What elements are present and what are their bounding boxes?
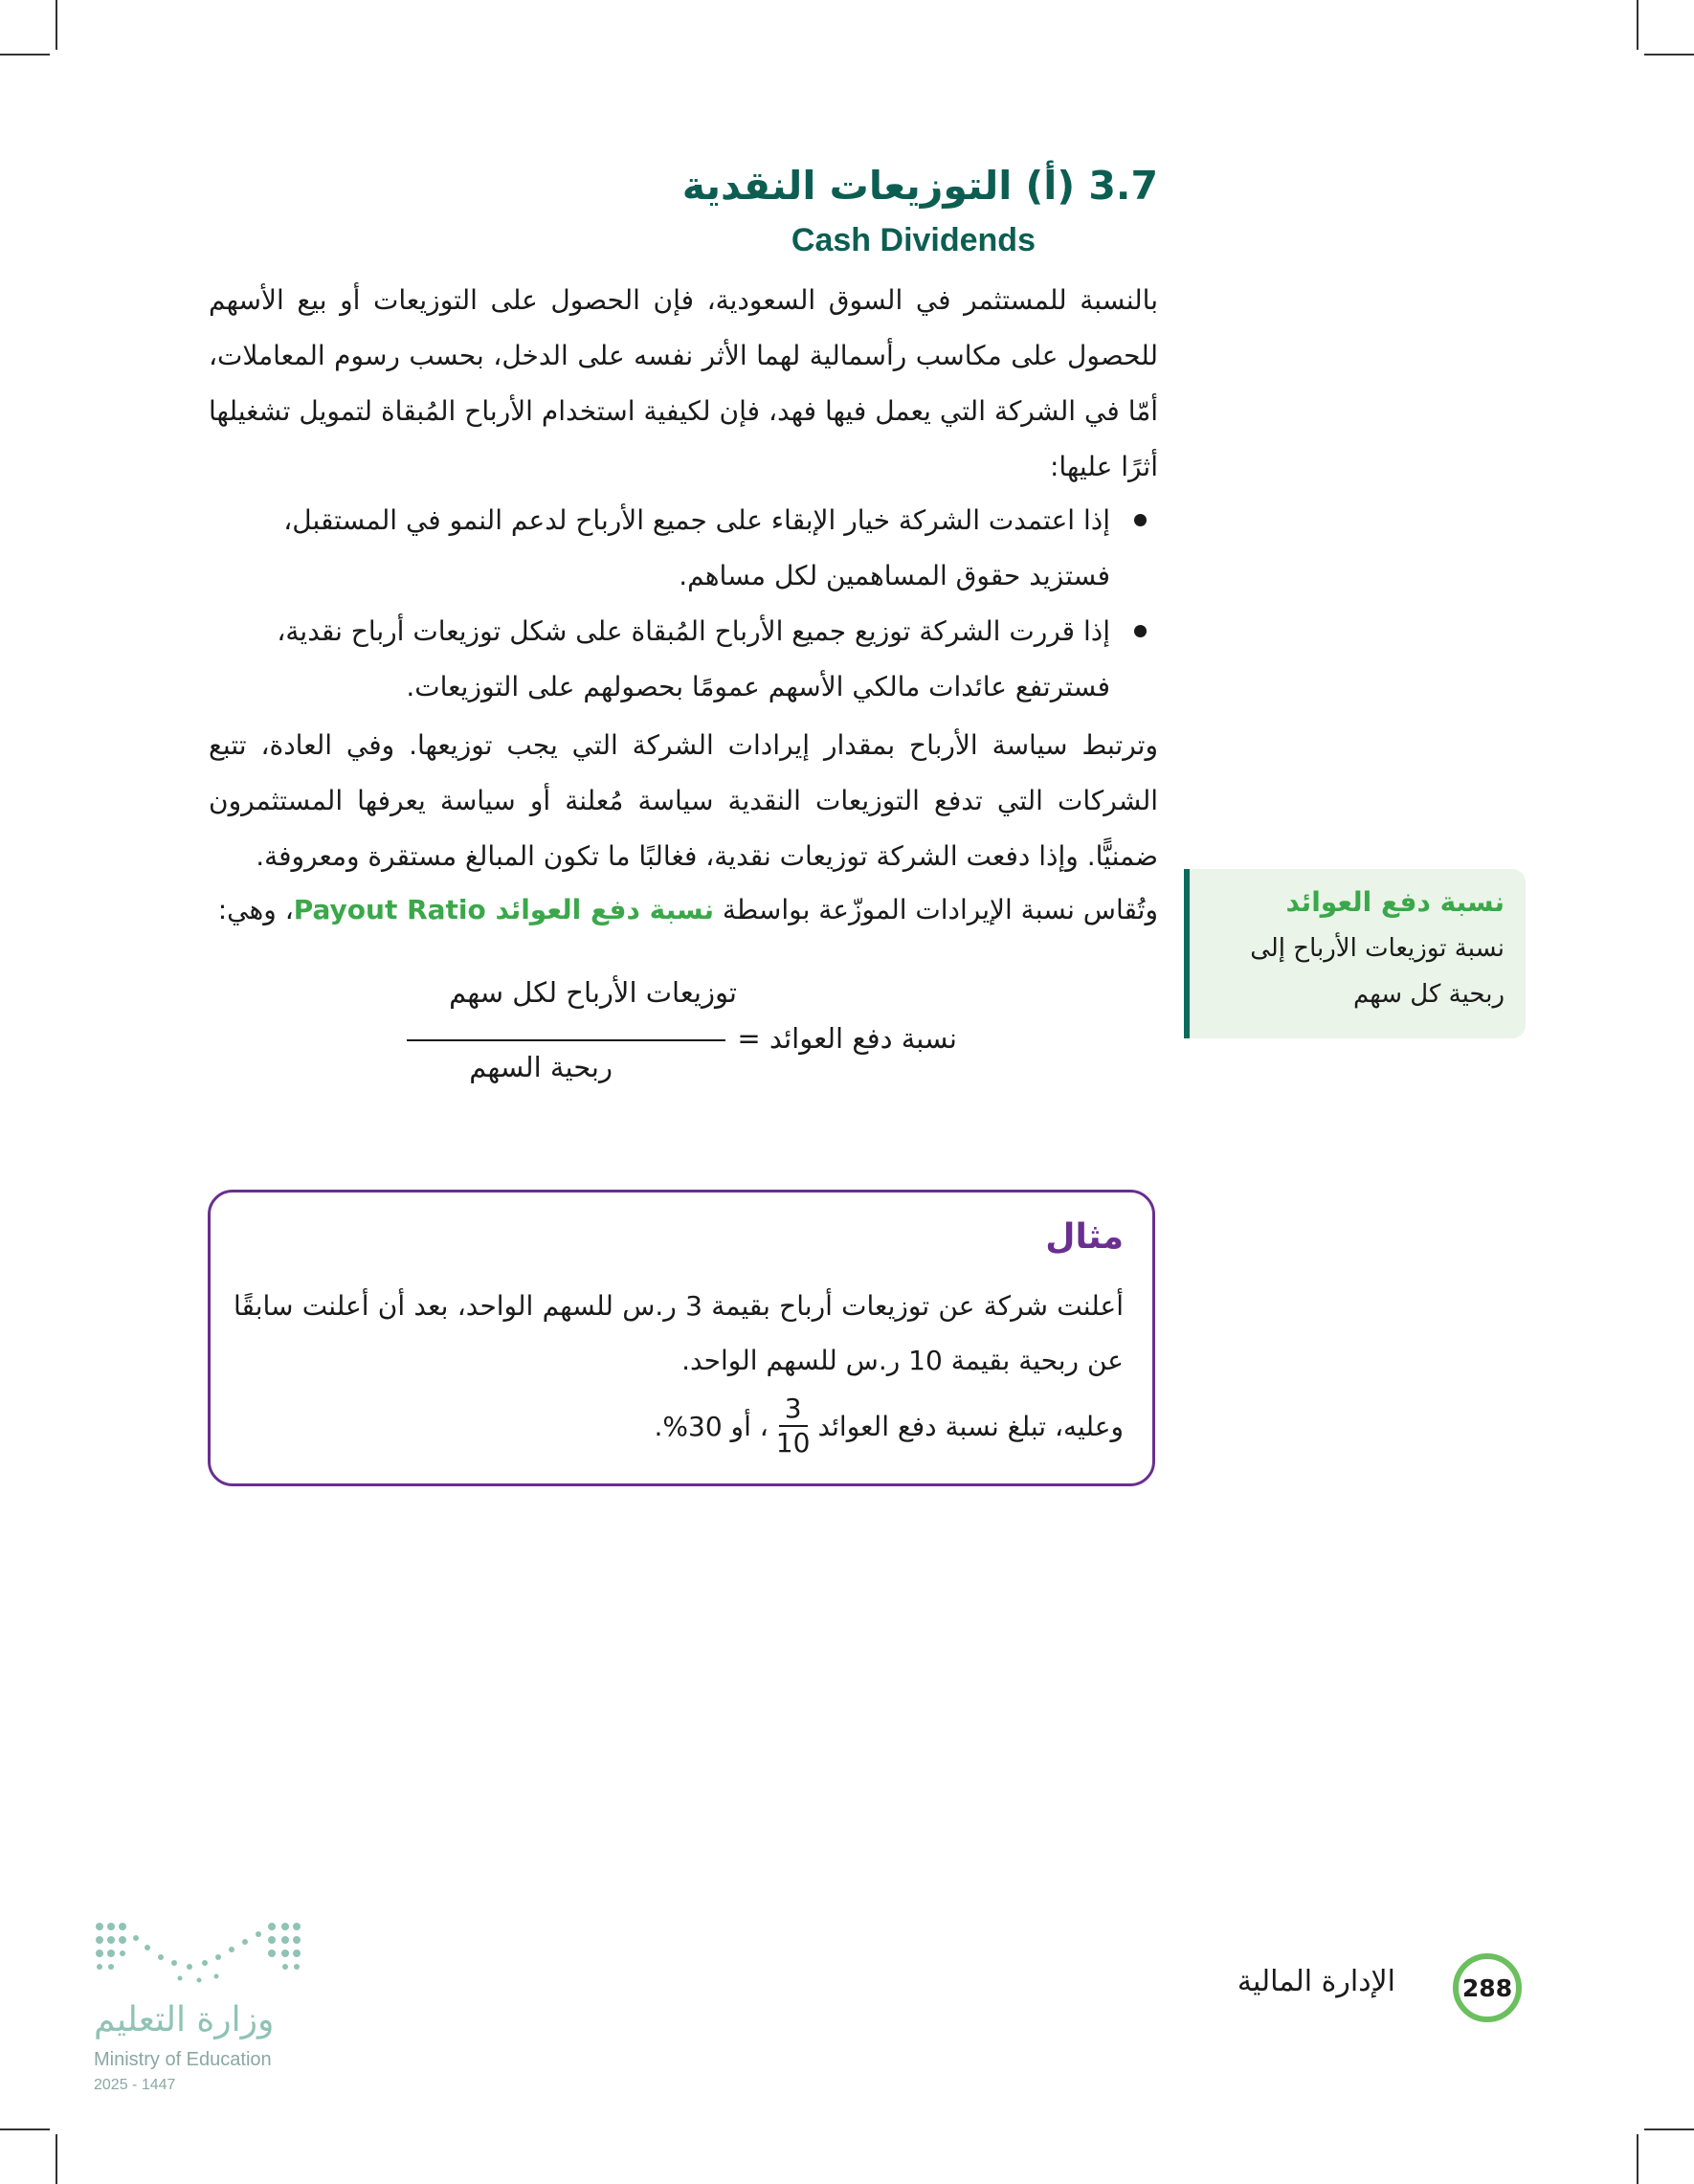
definition-sidebar [1184, 869, 1526, 1038]
example-result-after: ، أو 30%. [654, 1410, 769, 1442]
sidebar-text: نسبة توزيعات الأرباح إلى ربحية كل سهم [1250, 934, 1505, 1009]
sidebar-title: نسبة دفع العوائد [1285, 886, 1505, 918]
bullet-item: إذا اعتمدت الشركة خيار الإبقاء على جميع الأرباح لدعم النمو في المستقبل، فستزيد حقوق المساهمين لكل مساهم. [201, 493, 1158, 604]
example-title: مثال [1045, 1217, 1124, 1257]
crop-mark [1644, 2128, 1694, 2130]
section-heading: 3.7 (أ) التوزيعات النقدية [681, 163, 1158, 209]
payout-ratio-term: نسبة دفع العوائد Payout Ratio [293, 894, 715, 925]
crop-mark [0, 54, 50, 56]
example-text: أعلنت شركة عن توزيعات أرباح بقيمة 3 ر.س للسهم الواحد، بعد أن أعلنت سابقًا عن ربحية بقيمة 10 ر.س للسهم الواحد. [234, 1290, 1125, 1376]
bullet-item: إذا قررت الشركة توزيع جميع الأرباح المُبقاة على شكل توزيعات أرباح نقدية، فسترتفع عائدات مالكي الأسهم عمومًا بحصولهم على التوزيعات. [201, 604, 1158, 715]
book-title: الإدارة المالية [1237, 1965, 1395, 1998]
crop-mark [0, 2128, 50, 2130]
paragraph-policy: وترتبط سياسة الأرباح بمقدار إيرادات الشركة التي يجب توزيعها. وفي العادة، تتبع الشركات التي تدفع التوزيعات النقدية سياسة مُعلنة أو سياسة يعرفها المستثمرون ضمنيًّا. وإذا دفعت الشركة توزيعات نقدية، فغالبًا ما تكون المبالغ مستقرة ومعروفة. [209, 729, 1158, 872]
crop-mark [56, 0, 57, 50]
ministry-logo-icon [94, 1919, 304, 1991]
fraction-denominator: 10 [775, 1427, 811, 1459]
ministry-name-english: Ministry of Education [94, 2049, 272, 2070]
paragraph-intro: بالنسبة للمستثمر في السوق السعودية، فإن الحصول على التوزيعات أو بيع الأسهم للحصول على مكاسب رأسمالية لهما الأثر نفسه على الدخل، بحسب رسوم المعاملات، أمّا في الشركة التي يعمل فيها فهد، فإن لكيفية استخدام الأرباح المُبقاة لتمويل تشغيلها أثرًا عليها: [209, 284, 1158, 482]
crop-mark [1637, 2134, 1638, 2184]
example-result-before: وعليه، تبلغ نسبة دفع العوائد [817, 1410, 1124, 1442]
crop-mark [1637, 0, 1638, 50]
formula-label: نسبة دفع العوائد = [737, 1022, 957, 1055]
example-fraction [776, 1393, 811, 1460]
bullet-list [201, 493, 1158, 715]
formula-denominator: ربحية السهم [469, 1051, 613, 1083]
section-subheading: Cash Dividends [791, 222, 1036, 258]
payout-text-before: وتُقاس نسبة الإيرادات الموزّعة بواسطة [714, 894, 1158, 925]
fraction-numerator: 3 [779, 1393, 808, 1427]
crop-mark [56, 2134, 57, 2184]
ministry-name-arabic: وزارة التعليم [94, 2000, 275, 2039]
paragraph-payout [209, 882, 1158, 938]
ministry-year: 2025 - 1447 [94, 2077, 176, 2093]
formula-fraction-bar [407, 1039, 725, 1041]
payout-text-after: ، وهي: [217, 894, 294, 925]
formula-numerator: توزيعات الأرباح لكل سهم [449, 976, 737, 1009]
crop-mark [1644, 54, 1694, 56]
page-number: 288 [1453, 1953, 1522, 2022]
example-result [655, 1393, 1125, 1460]
